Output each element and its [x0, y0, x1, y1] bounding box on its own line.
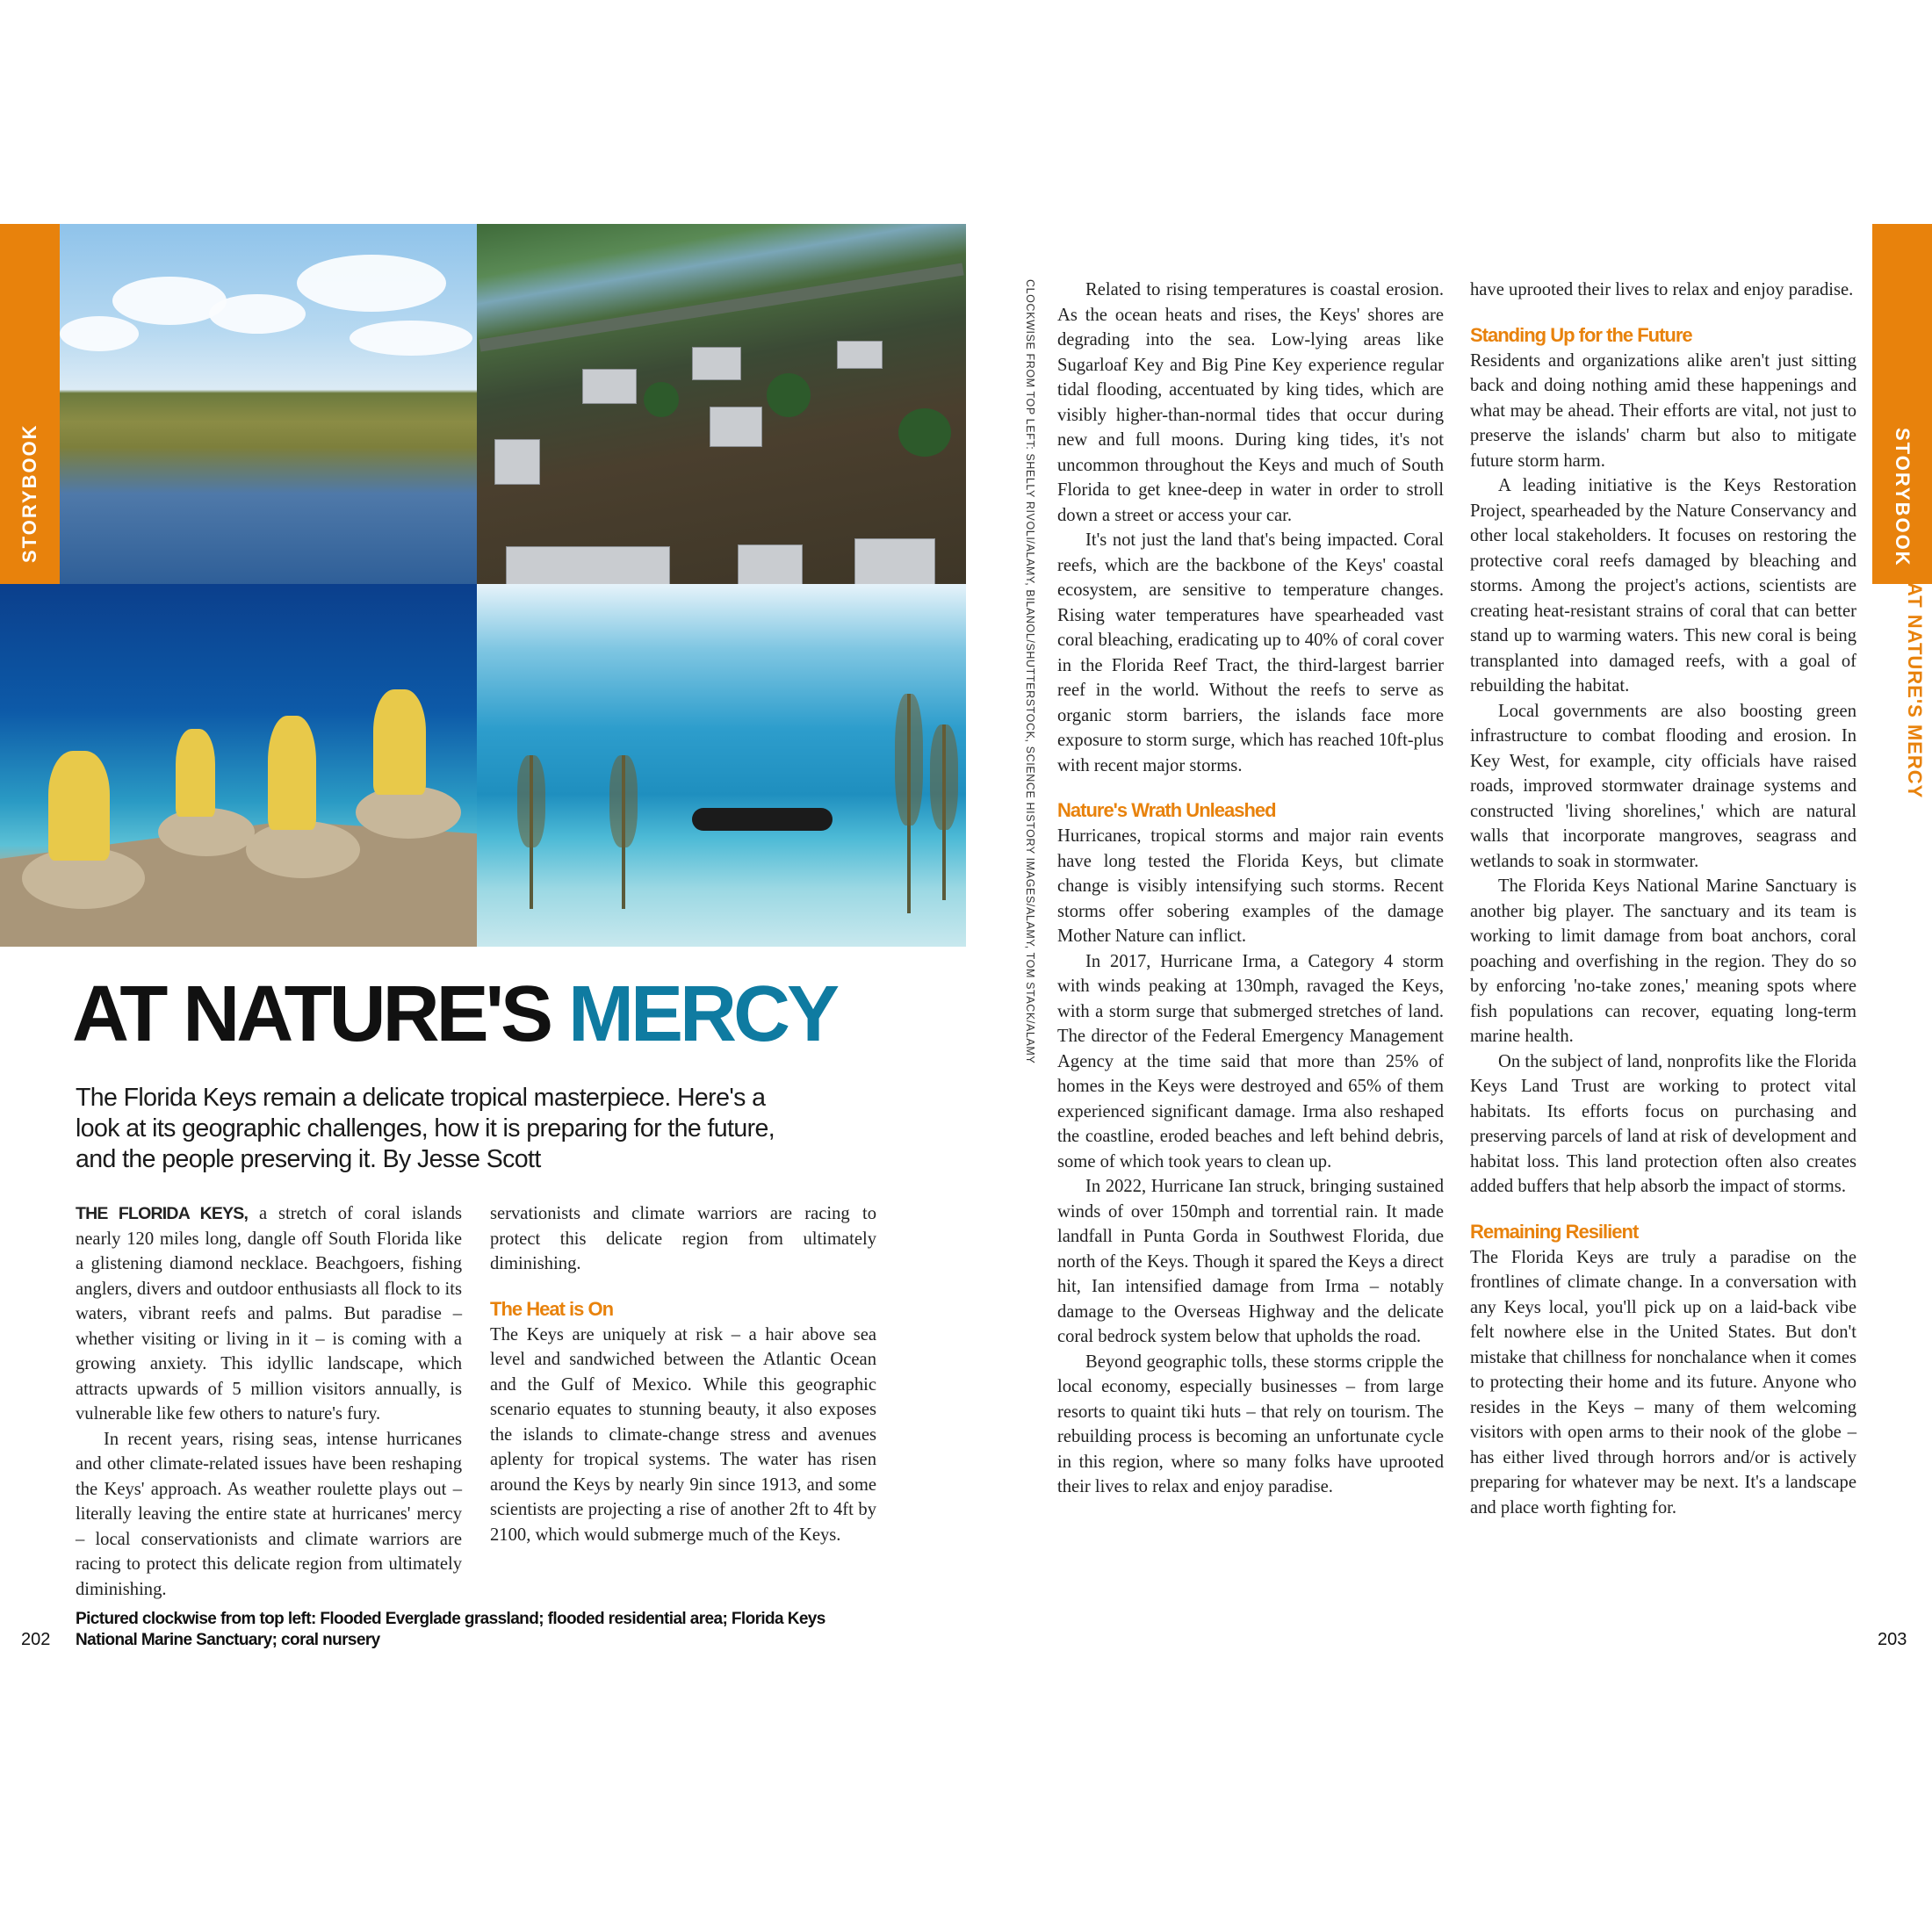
- highway-shape: [479, 263, 963, 352]
- article-column-1: [76, 1201, 463, 1599]
- paragraph: On the subject of land, nonprofits like the Florida Keys Land Trust are working to protect vital habitats. Its efforts focus on purchasing and preserving parcels of land at risk of development and habitat loss. This land protection often also creates added buffers that help absorb the impact of storms.: [1470, 1051, 1856, 1196]
- article-column-3: [1057, 278, 1444, 1496]
- cloud-shape: [297, 255, 446, 312]
- house-shape: [692, 347, 741, 380]
- page-number-left: 202: [21, 1630, 51, 1649]
- section-tab-label: STORYBOOK: [1892, 428, 1914, 567]
- staghorn-coral: [373, 689, 426, 795]
- cloud-shape: [350, 321, 472, 356]
- headline-accent: MERCY: [568, 970, 837, 1058]
- cloud-shape: [209, 294, 306, 334]
- article-column-2: [490, 1201, 876, 1547]
- cloud-shape: [60, 316, 139, 351]
- kelp-line: [942, 724, 946, 900]
- tree-shape: [767, 373, 811, 417]
- tree-shape: [644, 382, 679, 417]
- diver-with-scooter: [692, 808, 833, 831]
- section-tab-label: STORYBOOK: [18, 423, 40, 563]
- kelp-line: [530, 755, 533, 909]
- standfirst: The Florida Keys remain a delicate tropical masterpiece. Here's a look at its geographic challenges, how it is preparing for the future, and the people preserving it. By Jesse Scott: [76, 1084, 775, 1173]
- paragraph: Residents and organizations alike aren't just sitting back and doing nothing amid these happenings and what may be ahead. Their efforts are vital, not just to preserve the islands' charm but also to mitigate future storm harm.: [1470, 350, 1856, 471]
- paragraph-continued: servationists and climate warriors are racing to protect this delicate region from ultimately diminishing.: [490, 1204, 876, 1273]
- house-shape: [582, 369, 637, 404]
- subheading: The Heat is On: [490, 1297, 614, 1320]
- page-number-right: 203: [1878, 1630, 1907, 1649]
- subheading: Remaining Resilient: [1470, 1220, 1639, 1243]
- section-tab-left: [0, 224, 60, 584]
- paragraph: The Keys are uniquely at risk – a hair above sea level and sandwiched between the Atlantic Ocean and the Gulf of Mexico. While this geographic scenario equates to stunning beauty, it also exposes the islands to climate-change stress and avenues aplenty for tropical systems. The water has risen around the Keys by nearly 9in since 1913, and some scientists are projecting a rise of another 2ft to 4ft by 2100, which would submerge much of the Keys.: [490, 1324, 876, 1545]
- photo-flooded-residential-area: [477, 224, 966, 584]
- staghorn-coral: [48, 751, 110, 861]
- paragraph: A leading initiative is the Keys Restoration Project, spearheaded by the Nature Conservancy and other local stakeholders. It focuses on restoring the protective coral reefs damaged by bleaching and storms. Among the project's actions, scientists are creating heat-resistant strains of coral that can better stand up to warming waters. This new coral is being transplanted into damaged reefs, with a goal of rebuilding the habitat.: [1470, 476, 1856, 696]
- photo-coral-nursery: [0, 584, 477, 947]
- paragraph: Beyond geographic tolls, these storms cripple the local economy, especially businesses – from large resorts to quaint tiki huts – that rely on tourism. The rebuilding process is becoming an unfortunate cycle in this region, where so many folks have uprooted their lives to relax and enjoy paradise.: [1057, 1352, 1444, 1496]
- headline: [72, 970, 837, 1058]
- paragraph: Local governments are also boosting green infrastructure to combat flooding and erosion. In Key West, for example, city officials have raised roads, improved stormwater drainage systems and constructed 'living shorelines,' which are natural walls that incorporate mangroves, seagrass and wetlands to soak in stormwater.: [1470, 701, 1856, 871]
- house-shape: [854, 538, 935, 586]
- photo-marine-sanctuary-diver: [477, 584, 966, 947]
- house-shape: [494, 439, 540, 485]
- running-title: AT NATURE'S MERCY: [1904, 582, 1926, 799]
- paragraph: In 2022, Hurricane Ian struck, bringing sustained winds of over 150mph and torrential rain. It made landfall in Punta Gorda in Southwest Florida, due north of the Keys. Though it spared the Keys a direct hit, Ian intensified damage from Irma – notably damage to the Overseas Highway and the delicate coral bedrock system below that upholds the road.: [1057, 1177, 1444, 1346]
- paragraph: In recent years, rising seas, intense hurricanes and other climate-related issues have been reshaping the Keys' approach. As weather roulette plays out – literally leaving the entire state at hurricanes' mercy – local conservationists and climate warriors are racing to protect this delicate region from ultimately diminishing.: [76, 1429, 462, 1599]
- house-shape: [837, 341, 883, 369]
- kelp-line: [907, 694, 911, 913]
- house-shape: [506, 546, 670, 586]
- subheading: Standing Up for the Future: [1470, 323, 1692, 346]
- photo-caption: Pictured clockwise from top left: Flooded Everglade grassland; flooded residential area; Florida Keys National Marine Sanctuary; coral nursery: [76, 1610, 825, 1649]
- paragraph: Related to rising temperatures is coastal erosion. As the ocean heats and rises, the Keys' shores are degrading into the sea. Low-lying areas like Sugarloaf Key and Big Pine Key experience regular tidal flooding, accentuated by king tides, which are visibly higher-than-normal tides that occur during new and full moons. During king tides, it's not uncommon throughout the Keys and much of South Florida to get knee-deep in water in order to stroll down a street or access your car.: [1057, 280, 1444, 525]
- section-tab-right: [1872, 224, 1932, 584]
- paragraph-continued: have uprooted their lives to relax and enjoy paradise.: [1470, 280, 1854, 299]
- paragraph: THE FLORIDA KEYS, a stretch of coral islands nearly 120 miles long, dangle off South Florida like a glistening diamond necklace. Beachgoers, fishing anglers, divers and outdoor enthusiasts all flock to its waters, vibrant reefs and palms. But paradise – whether visiting or living in it – is coming with a growing anxiety. This idyllic landscape, which attracts upwards of 5 million visitors annually, is vulnerable like few others to nature's fury.: [76, 1204, 463, 1424]
- photo-flooded-everglade-grassland: [60, 224, 477, 584]
- tree-shape: [898, 408, 951, 457]
- house-shape: [710, 407, 762, 447]
- staghorn-coral: [176, 729, 215, 817]
- photo-credit: CLOCKWISE FROM TOP LEFT: SHELLY RIVOLI/ALAMY, BILANOL/SHUTTERSTOCK, SCIENCE HISTORY IMAGES/ALAMY, TOM STACK/ALAMY: [1024, 279, 1036, 1064]
- staghorn-coral: [268, 716, 316, 830]
- subheading: Nature's Wrath Unleashed: [1057, 799, 1276, 821]
- paragraph: It's not just the land that's being impacted. Coral reefs, which are the backbone of the Keys' coastal ecosystem, are sensitive to temperature changes. Rising water temperatures have spearheaded vast coral bleaching, eradicating up to 40% of coral cover in the Florida Reef Tract, the third-largest barrier reef in the world. Without the reefs to serve as organic storm barriers, the islands face more exposure to storm surge, which has reached 10ft-plus with recent major storms.: [1057, 530, 1444, 775]
- paragraph: In 2017, Hurricane Irma, a Category 4 storm with winds peaking at 130mph, ravaged the Keys, with a storm surge that submerged stretches of land. The director of the Federal Emergency Management Agency at the time said that more than 25% of homes in the Keys were destroyed and 65% of them experienced significant damage. Irma also reshaped the coastline, eroded beaches and left behind debris, some of which took years to clean up.: [1057, 951, 1444, 1171]
- headline-main: AT NATURE'S: [72, 970, 569, 1058]
- paragraph: Hurricanes, tropical storms and major rain events have long tested the Florida Keys, but climate change is visibly intensifying such storms. Recent storms offer sobering examples of the damage Mother Nature can inflict.: [1057, 826, 1444, 946]
- paragraph: The Florida Keys National Marine Sanctuary is another big player. The sanctuary and its team is working to limit damage from boat anchors, coral poaching and overfishing in the region. They do so by enforcing 'no-take zones,' meaning spots where fish populations can recover, equating long-term marine health.: [1470, 876, 1856, 1046]
- lead-in: THE FLORIDA KEYS,: [76, 1204, 249, 1223]
- article-column-4: [1470, 278, 1856, 1520]
- house-shape: [738, 544, 803, 586]
- paragraph: The Florida Keys are truly a paradise on the frontlines of climate change. In a conversation with any Keys local, you'll pick up on a laid-back vibe felt nowhere else in the United States. But don't mistake that chillness for nonchalance when it comes to protecting their home and its future. Anyone who resides in the Keys – many of them welcoming visitors with open arms to their nook of the globe – has either lived through horrors and/or is actively preparing for whatever may be next. It's a landscape and place worth fighting for.: [1470, 1247, 1856, 1517]
- kelp-line: [622, 755, 625, 909]
